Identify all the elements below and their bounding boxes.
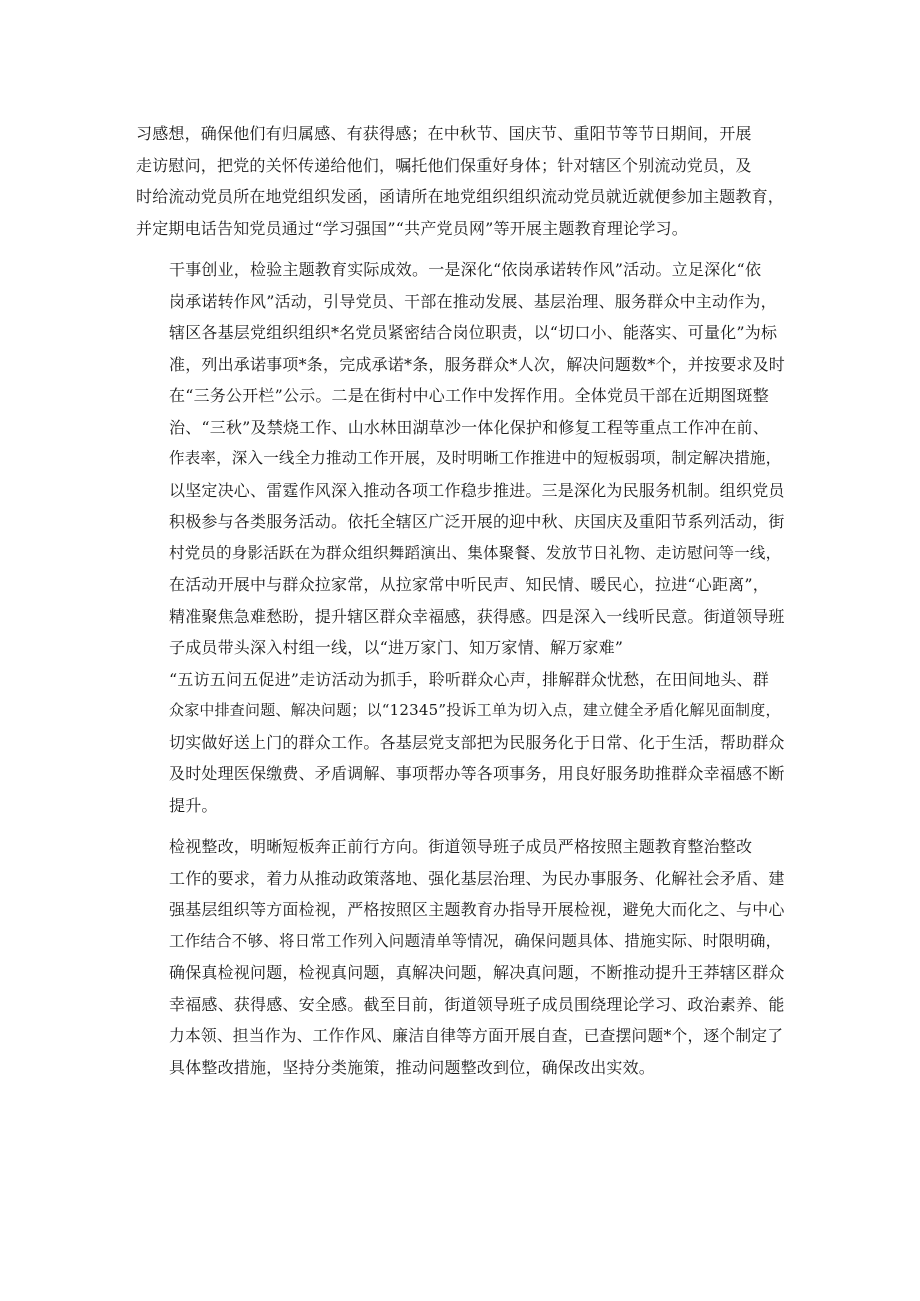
text-line: 在“三务公开栏”公示。二是在街村中心工作中发挥作用。全体党员干部在近期图斑整 bbox=[169, 386, 769, 405]
text-line: 积极参与各类服务活动。依托全辖区广泛开展的迎中秋、庆国庆及重阳节系列活动，街 bbox=[169, 512, 785, 531]
text-line: 工作结合不够、将日常工作列入问题清单等情况，确保问题具体、措施实际、时限明确， bbox=[169, 931, 782, 950]
text-line: 众家中排查问题、解决问题；以“12345”投诉工单为切入点，建立健全矛盾化解见面制度， bbox=[169, 701, 781, 719]
text-line: 走访慰问，把党的关怀传递给他们，嘱托他们保重好身体；针对辖区个别流动党员，及 bbox=[136, 155, 752, 175]
text-line: 辖区各基层党组织组织*名党员紧密结合岗位职责，以“切口小、能落实、可量化”为标 bbox=[169, 323, 778, 342]
text-line: 具体整改措施，坚持分类施策，推动问题整改到位，确保改出实效。 bbox=[169, 1057, 656, 1077]
text-line: 提升。 bbox=[169, 795, 218, 815]
text-line: 幸福感、获得感、安全感。截至目前，街道领导班子成员围绕理论学习、政治素养、能 bbox=[169, 994, 785, 1014]
text-line: 干事创业，检验主题教育实际成效。一是深化“依岗承诺转作风”活动。立足深化“依 bbox=[169, 260, 762, 279]
text-line: 在活动开展中与群众拉家常，从拉家常中听民声、知民情、暖民心，拉进“心距离”， bbox=[169, 575, 769, 594]
paragraph-2 bbox=[136, 254, 790, 821]
text-line: 并定期电话告知党员通过“学习强国”“共产党员网”等开展主题教育理论学习。 bbox=[136, 218, 688, 238]
text-line: 精准聚焦急难愁盼，提升辖区群众幸福感，获得感。四是深入一线听民意。街道领导班 bbox=[169, 606, 785, 626]
text-line: 检视整改，明晰短板奔正前行方向。街道领导班子成员严格按照主题教育整治整改 bbox=[169, 837, 753, 856]
text-line: 时给流动党员所在地党组织发函，函请所在地党组织组织流动党员就近就便参加主题教育， bbox=[136, 187, 785, 206]
text-line: 作表率，深入一线全力推动工作开展，及时明晰工作推进中的短板弱项，制定解决措施， bbox=[169, 449, 782, 467]
text-line: 习感想，确保他们有归属感、有获得感；在中秋节、国庆节、重阳节等节日期间，开展 bbox=[136, 124, 752, 143]
text-line: 力本领、担当作为、工作作风、廉洁自律等方面开展自查，已查摆问题*个，逐个制定了 bbox=[169, 1026, 784, 1045]
text-line: 岗承诺转作风”活动，引导党员、干部在推动发展、基层治理、服务群众中主动作为， bbox=[169, 291, 777, 311]
text-line: 切实做好送上门的群众工作。各基层党支部把为民服务化于日常、化于生活，帮助群众 bbox=[169, 732, 785, 752]
text-line: 工作的要求，着力从推动政策落地、强化基层治理、为民办事服务、化解社会矛盾、建 bbox=[169, 868, 785, 888]
text-line: 子成员带头深入村组一线，以“进万家门、知万家情、解万家难” bbox=[169, 638, 624, 657]
text-line: 确保真检视问题，检视真问题，真解决问题，解决真问题，不断推动提升王莽辖区群众 bbox=[169, 963, 785, 982]
text-line: “五访五问五促进”走访活动为抓手，聆听群众心声，排解群众忧愁，在田间地头、群 bbox=[169, 669, 769, 689]
document-body bbox=[136, 118, 790, 1083]
text-line: 准，列出承诺事项*条，完成承诺*条，服务群众*人次，解决问题数*个，并按要求及时 bbox=[169, 354, 786, 374]
text-line: 强基层组织等方面检视，严格按照区主题教育办指导开展检视，避免大而化之、与中心 bbox=[169, 900, 785, 919]
paragraph-1 bbox=[136, 118, 790, 244]
text-line: 村党员的身影活跃在为群众组织舞蹈演出、集体聚餐、发放节日礼物、走访慰问等一线， bbox=[169, 543, 782, 562]
text-line: 以坚定决心、雷霆作风深入推动各项工作稳步推进。三是深化为民服务机制。组织党员 bbox=[169, 480, 785, 500]
text-line: 及时处理医保缴费、矛盾调解、事项帮办等各项事务，用良好服务助推群众幸福感不断 bbox=[169, 764, 785, 783]
text-line: 治、“三秋”及禁烧工作、山水林田湖草沙一体化保护和修复工程等重点工作冲在前、 bbox=[169, 417, 769, 437]
paragraph-3 bbox=[136, 831, 790, 1083]
